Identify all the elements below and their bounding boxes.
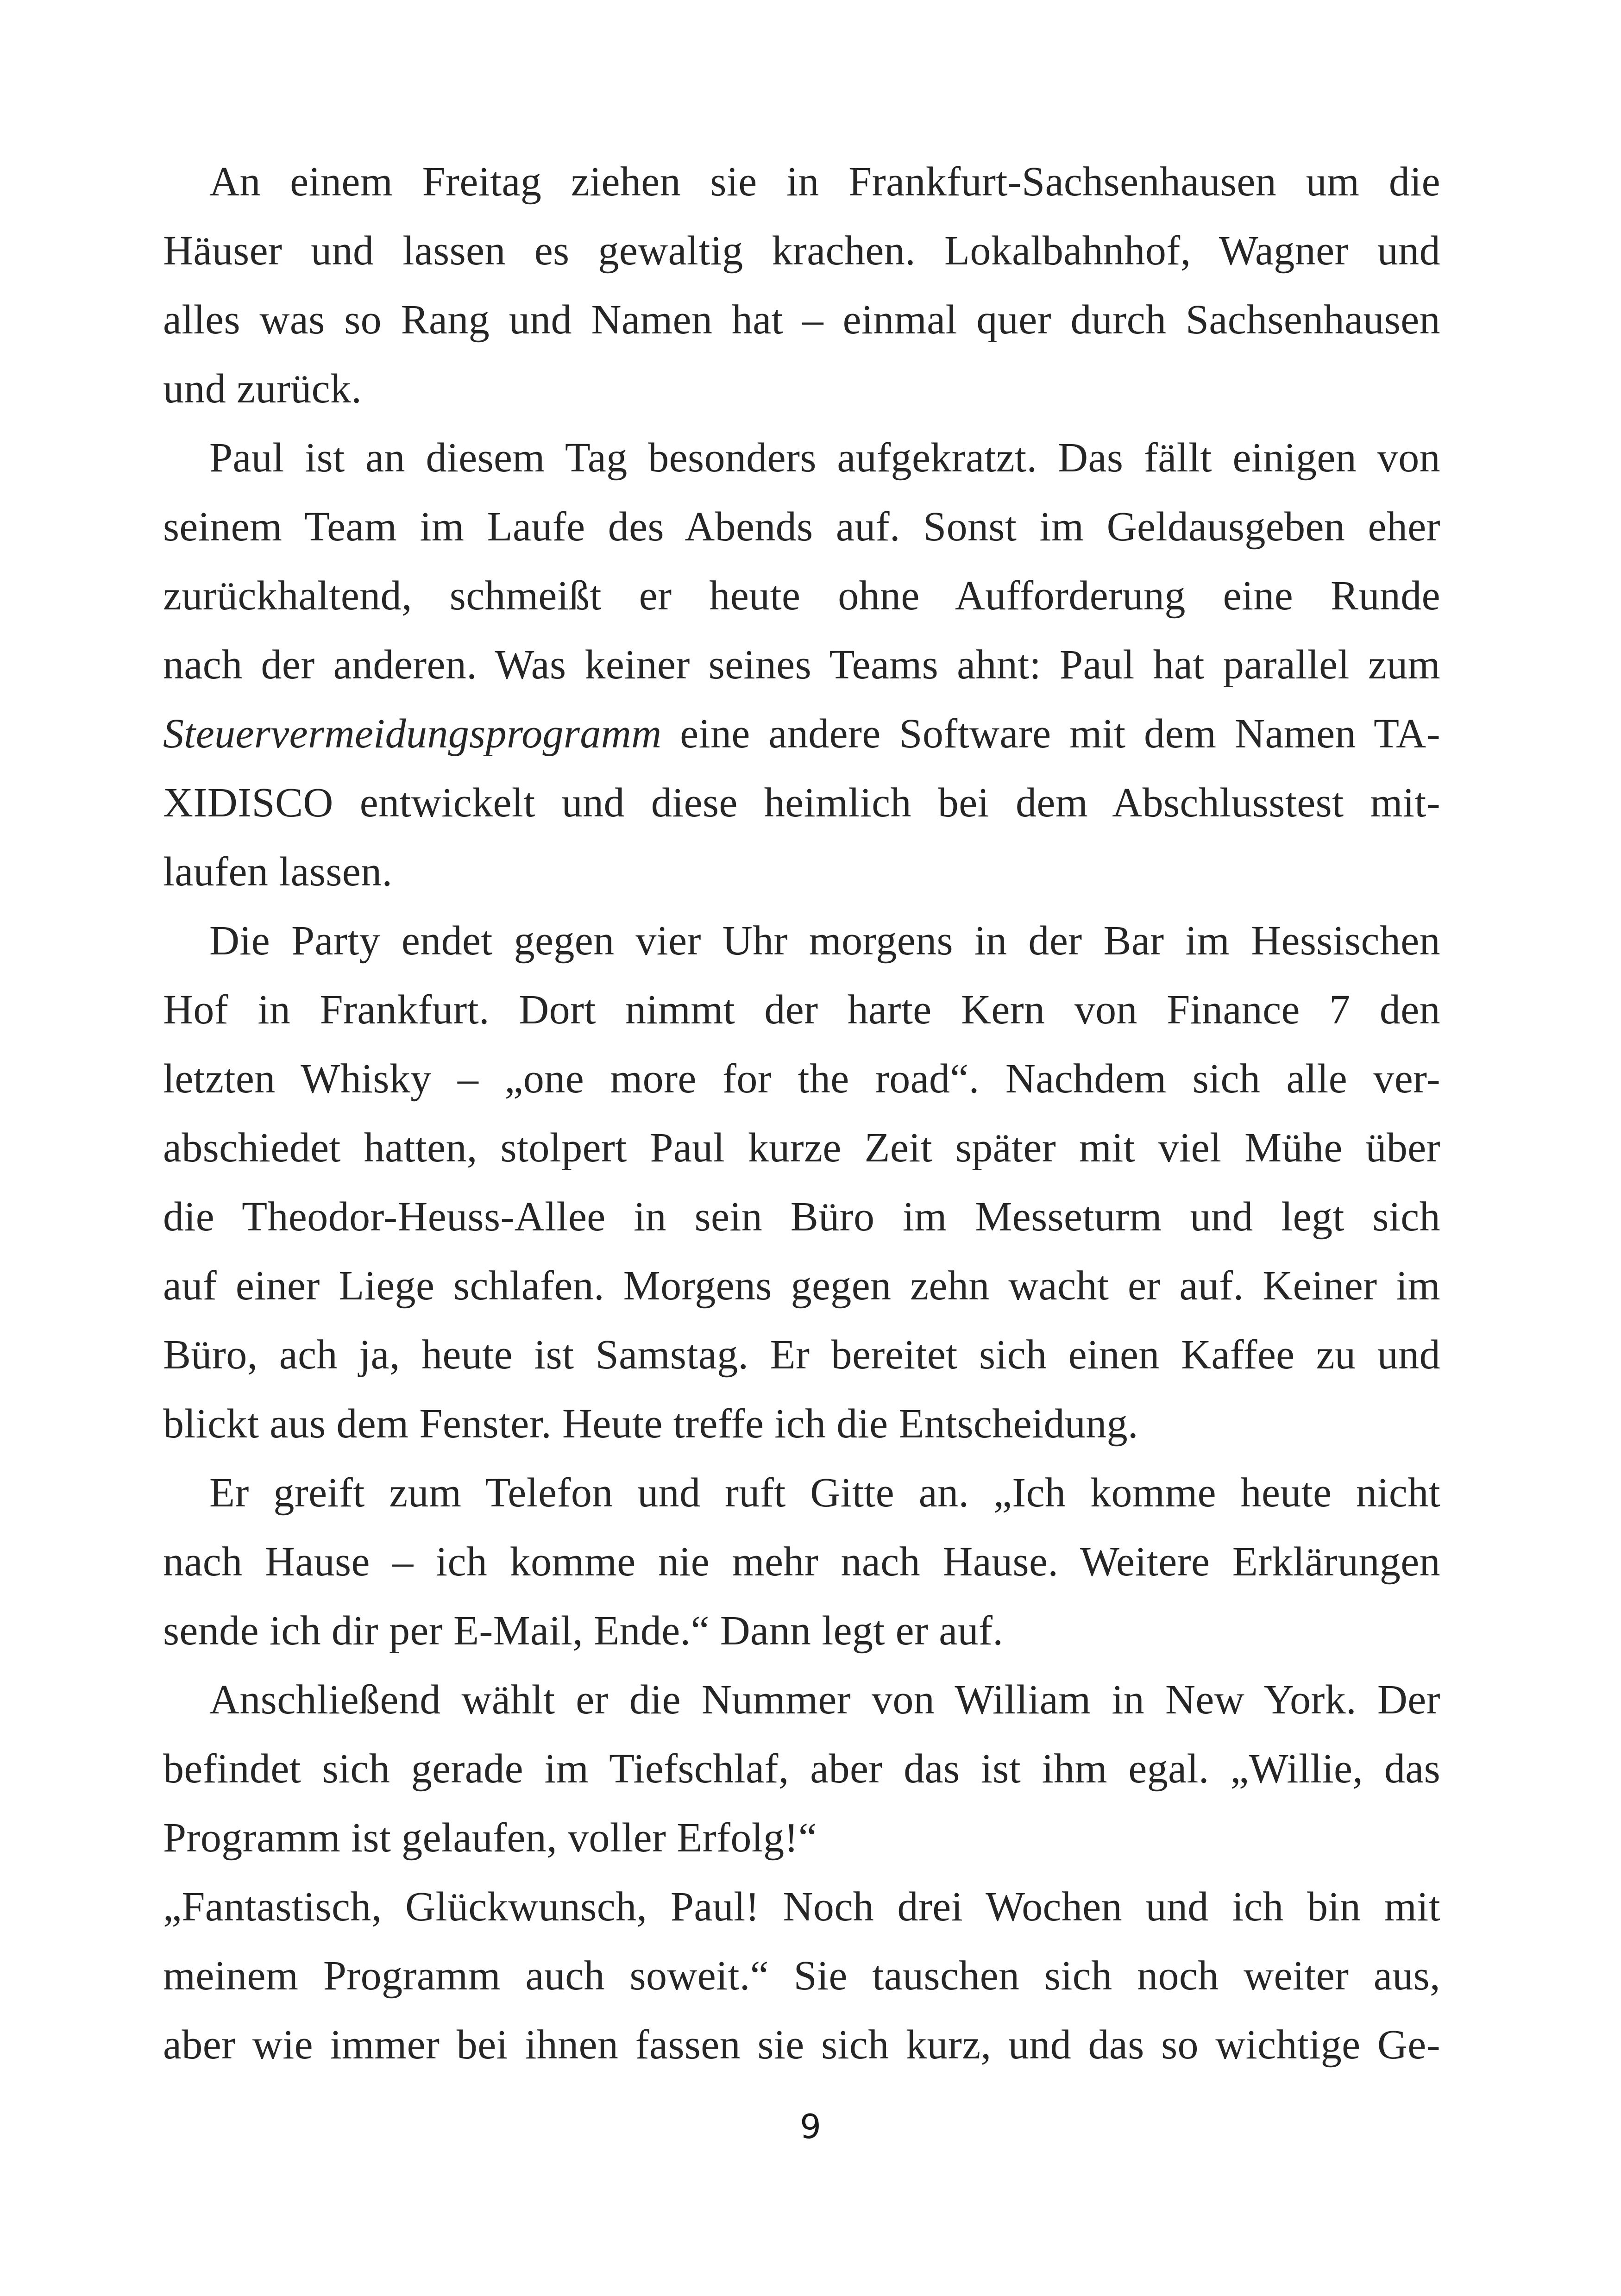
text-run: sende ich dir per E-Mail, Ende.“ Dann legt er auf. <box>163 1608 1004 1654</box>
text-run: seinem Team im Laufe des Abends auf. Sonst im Geldausgeben eher <box>163 504 1440 550</box>
text-line <box>163 1113 1440 1182</box>
text-run: Die Party endet gegen vier Uhr morgens in der Bar im Hessischen <box>209 918 1440 964</box>
text-run: Hof in Frankfurt. Dort nimmt der harte Kern von Finance 7 den <box>163 987 1440 1033</box>
text-run: befindet sich gerade im Tiefschlaf, aber das ist ihm egal. „Willie, das <box>163 1746 1440 1792</box>
text-line <box>163 1665 1440 1734</box>
text-line <box>163 147 1440 216</box>
paragraph <box>163 1458 1440 1665</box>
text-run: Anschließend wählt er die Nummer von William in New York. Der <box>209 1677 1440 1723</box>
text-run: alles was so Rang und Namen hat – einmal quer durch Sachsenhausen <box>163 297 1440 343</box>
text-run: Er greift zum Telefon und ruft Gitte an. „Ich komme heute nicht <box>209 1470 1440 1516</box>
paragraph <box>163 1872 1440 2079</box>
text-line <box>163 906 1440 975</box>
text-line <box>163 561 1440 630</box>
text-line <box>163 1803 1440 1872</box>
text-line <box>163 630 1440 699</box>
text-run: und zurück. <box>163 366 362 412</box>
text-run: laufen lassen. <box>163 849 393 895</box>
text-line <box>163 2010 1440 2079</box>
text-line <box>163 354 1440 423</box>
text-line <box>163 423 1440 492</box>
text-run: aber wie immer bei ihnen fassen sie sich kurz, und das so wichtige Ge- <box>163 2022 1440 2068</box>
text-line <box>163 1044 1440 1113</box>
text-line <box>163 1527 1440 1596</box>
text-run: Paul ist an diesem Tag besonders aufgekratzt. Das fällt einigen von <box>209 435 1440 481</box>
text-line <box>163 768 1440 837</box>
text-line <box>163 1872 1440 1941</box>
text-line <box>163 1251 1440 1320</box>
text-run: nach Hause – ich komme nie mehr nach Hause. Weitere Erklärungen <box>163 1539 1440 1585</box>
paragraph <box>163 1665 1440 1872</box>
text-line <box>163 1734 1440 1803</box>
paragraph <box>163 906 1440 1458</box>
text-run: zurückhaltend, schmeißt er heute ohne Aufforderung eine Runde <box>163 573 1440 619</box>
text-run: nach der anderen. Was keiner seines Teams ahnt: Paul hat parallel zum <box>163 642 1440 688</box>
text-line <box>163 1320 1440 1389</box>
page-number: 9 <box>800 2107 821 2146</box>
paragraph <box>163 147 1440 423</box>
paragraph <box>163 423 1440 906</box>
text-run: Häuser und lassen es gewaltig krachen. Lokalbahnhof, Wagner und <box>163 228 1440 274</box>
text-run: abschiedet hatten, stolpert Paul kurze Zeit später mit viel Mühe über <box>163 1125 1440 1171</box>
text-line <box>163 216 1440 285</box>
text-run: meinem Programm auch soweit.“ Sie tauschen sich noch weiter aus, <box>163 1953 1440 1999</box>
text-line <box>163 285 1440 354</box>
text-line <box>163 1596 1440 1665</box>
text-run: Büro, ach ja, heute ist Samstag. Er bereitet sich einen Kaffee zu und <box>163 1332 1440 1378</box>
text-run: blickt aus dem Fenster. Heute treffe ich die Entscheidung. <box>163 1401 1138 1447</box>
text-run: letzten Whisky – „one more for the road“. Nachdem sich alle ver- <box>163 1056 1440 1102</box>
text-run: „Fantastisch, Glückwunsch, Paul! Noch drei Wochen und ich bin mit <box>163 1884 1440 1930</box>
italic-text: Steuervermeidungsprogramm <box>163 711 662 757</box>
text-line <box>163 492 1440 561</box>
text-run: eine andere Software mit dem Namen TA- <box>661 711 1440 757</box>
text-run: Programm ist gelaufen, voller Erfolg!“ <box>163 1815 817 1861</box>
text-run: die Theodor-Heuss-Allee in sein Büro im Messeturm und legt sich <box>163 1194 1440 1240</box>
text-line <box>163 837 1440 906</box>
text-line <box>163 1182 1440 1251</box>
text-line <box>163 1458 1440 1527</box>
body-text <box>163 147 1440 2079</box>
text-line <box>163 1389 1440 1458</box>
text-line <box>163 699 1440 768</box>
text-line <box>163 1941 1440 2010</box>
text-run: An einem Freitag ziehen sie in Frankfurt-Sachsenhausen um die <box>209 159 1440 205</box>
text-run: auf einer Liege schlafen. Morgens gegen zehn wacht er auf. Keiner im <box>163 1263 1440 1309</box>
text-run: XIDISCO entwickelt und diese heimlich bei dem Abschlusstest mit- <box>163 780 1440 826</box>
text-line <box>163 975 1440 1044</box>
